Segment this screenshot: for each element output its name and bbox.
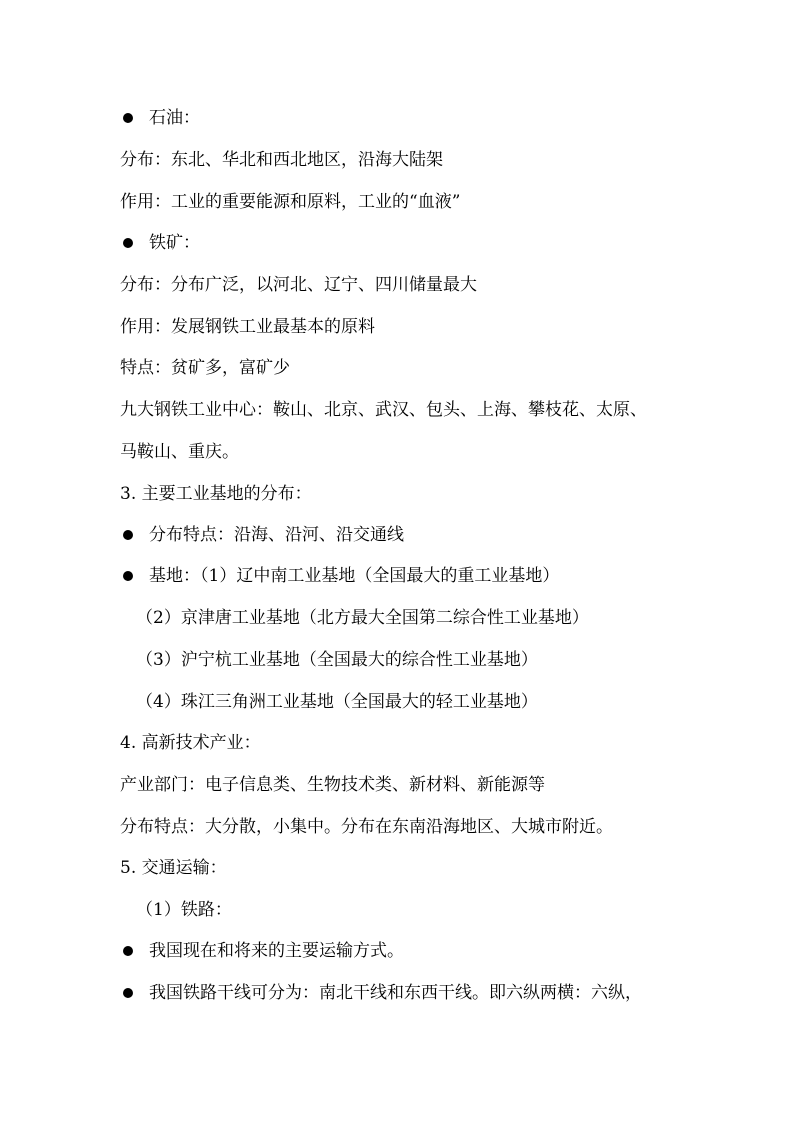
subsection-heading: （1）铁路： [136, 900, 232, 920]
text-line: 分布：分布广泛，以河北、辽宁、四川储量最大 [120, 275, 477, 295]
text-line: 马鞍山、重庆。 [120, 442, 239, 462]
section-heading: 5. 交通运输： [120, 858, 227, 878]
text-line: 分布特点：大分散，小集中。分布在东南沿海地区、大城市附近。 [120, 817, 613, 837]
list-item-indent: （4）珠江三角洲工业基地（全国最大的轻工业基地） [136, 692, 538, 712]
text-line: 作用：工业的重要能源和原料，工业的“血液” [120, 192, 461, 212]
list-item: 我国铁路干线可分为：南北干线和东西干线。即六纵两横：六纵， [149, 983, 642, 1003]
bullet-icon [123, 946, 133, 956]
bullet-icon [123, 238, 133, 248]
text-line: 产业部门：电子信息类、生物技术类、新材料、新能源等 [120, 775, 545, 795]
list-item: 我国现在和将来的主要运输方式。 [149, 941, 404, 961]
list-item: 基地：（1）辽中南工业基地（全国最大的重工业基地） [149, 566, 560, 586]
bullet-icon [123, 530, 133, 540]
text-line: 特点：贫矿多，富矿少 [120, 358, 290, 378]
heading-iron-ore: 铁矿： [149, 233, 200, 253]
heading-petroleum: 石油： [149, 108, 200, 128]
bullet-icon [123, 988, 133, 998]
list-item-indent: （3）沪宁杭工业基地（全国最大的综合性工业基地） [136, 650, 538, 670]
section-heading: 3. 主要工业基地的分布： [120, 484, 312, 504]
section-heading: 4. 高新技术产业： [120, 733, 261, 753]
text-line: 九大钢铁工业中心：鞍山、北京、武汉、包头、上海、攀枝花、太原、 [120, 400, 647, 420]
bullet-icon [123, 113, 133, 123]
text-line: 作用：发展钢铁工业最基本的原料 [120, 317, 375, 337]
list-item: 分布特点：沿海、沿河、沿交通线 [149, 525, 404, 545]
list-item-indent: （2）京津唐工业基地（北方最大全国第二综合性工业基地） [136, 608, 589, 628]
text-line: 分布：东北、华北和西北地区，沿海大陆架 [120, 150, 443, 170]
bullet-icon [123, 571, 133, 581]
